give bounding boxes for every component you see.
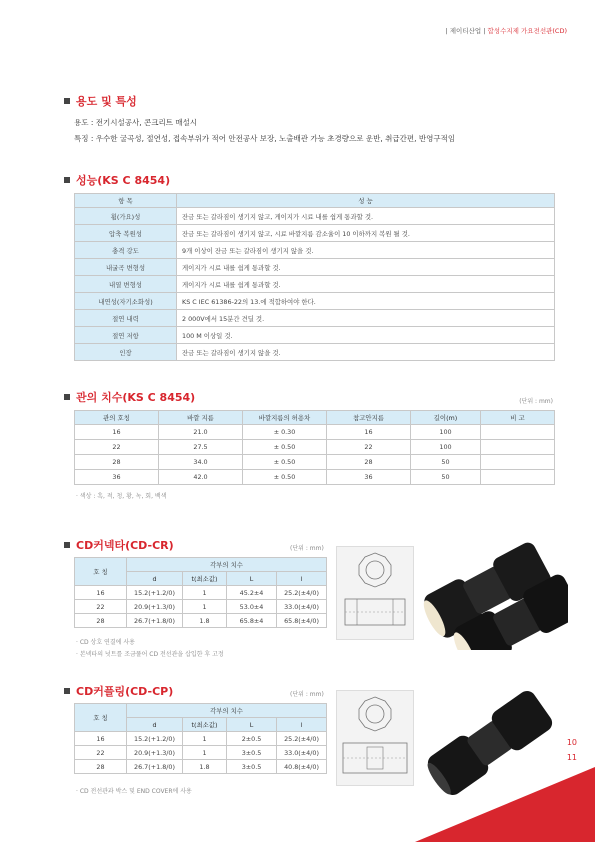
table-row	[75, 425, 555, 440]
feature-text: 특징 : 우수한 굴곡성, 절연성, 접속부위가 적어 안전공사 보장, 노출배관 가능 초경량으로 운반, 취급간편, 반영구적임	[74, 134, 456, 143]
row-value: 게이지가 시료 내를 쉽게 통과할 것.	[177, 276, 555, 293]
column-header: t(최소값)	[183, 572, 227, 586]
dimensions-table	[74, 410, 555, 485]
performance-table	[74, 193, 555, 361]
table-cell: 53.0±4	[227, 600, 277, 614]
table-cell: 20.9(+1.3/0)	[127, 600, 183, 614]
table-cell: 65.8(±4/0)	[277, 614, 327, 628]
unit-label: (단위 : mm)	[290, 545, 324, 552]
table-cell: 36	[327, 470, 411, 485]
table-row	[75, 225, 555, 242]
page-header	[446, 26, 567, 35]
table-cell: 15.2(+1.2/0)	[127, 586, 183, 600]
table-cell: 1	[183, 732, 227, 746]
connector-note-2: · 본넥타의 넛트를 조금풀어 CD 전선관을 삽입한 후 고정	[76, 651, 224, 658]
table-cell: 40.8(±4/0)	[277, 760, 327, 774]
row-label: 내굴곡 변형성	[75, 259, 177, 276]
column-header: L	[227, 718, 277, 732]
coupling-heading	[64, 683, 173, 699]
table-cell: 22	[75, 746, 127, 760]
table-cell: 1.8	[183, 614, 227, 628]
column-header: 비 고	[481, 411, 555, 425]
column-header: 호 칭	[75, 704, 127, 732]
coupling-drawing	[336, 690, 414, 786]
table-cell: ± 0.30	[243, 425, 327, 440]
table-cell	[481, 425, 555, 440]
bullet-square-icon	[64, 177, 70, 183]
connector-note-1: · CD 상호 연결에 사용	[76, 639, 135, 646]
table-cell: 16	[75, 586, 127, 600]
dimensions-heading	[64, 389, 195, 405]
table-cell: 50	[411, 455, 481, 470]
connector-photo	[418, 538, 568, 650]
row-value: 잔금 또는 갈라짐이 생기지 않고, 시료 바깥지름 감소율이 10 이하까지 복원 될 것.	[177, 225, 555, 242]
column-header: 바깥지름의 허용차	[243, 411, 327, 425]
connector-drawing	[336, 546, 414, 640]
table-cell: 27.5	[159, 440, 243, 455]
table-cell: 36	[75, 470, 159, 485]
column-header: 길이(m)	[411, 411, 481, 425]
table-cell: 42.0	[159, 470, 243, 485]
table-row	[75, 746, 327, 760]
table-row	[75, 310, 555, 327]
table-row	[75, 327, 555, 344]
table-cell: 21.0	[159, 425, 243, 440]
table-cell: 16	[75, 732, 127, 746]
table-row	[75, 614, 327, 628]
coupling-note-1: · CD 전선관과 박스 및 END COVER에 사용	[76, 788, 192, 795]
unit-label: (단위 : mm)	[290, 691, 324, 698]
row-label: 충격 강도	[75, 242, 177, 259]
table-cell: 28	[327, 455, 411, 470]
column-header: l	[277, 718, 327, 732]
row-value: 잔금 또는 갈라짐이 생기지 않고, 게이지가 시료 내를 쉽게 통과할 것.	[177, 208, 555, 225]
table-cell: 1	[183, 746, 227, 760]
table-cell: 65.8±4	[227, 614, 277, 628]
table-cell: 20.9(+1.3/0)	[127, 746, 183, 760]
table-cell: 25.2(±4/0)	[277, 586, 327, 600]
table-row	[75, 293, 555, 310]
row-value: 잔금 또는 갈라짐이 생기지 않을 것.	[177, 344, 555, 361]
table-cell: 100	[411, 425, 481, 440]
row-value: 2 000V에서 15분간 견딜 것.	[177, 310, 555, 327]
column-header: L	[227, 572, 277, 586]
table-cell	[481, 470, 555, 485]
table-cell: 1	[183, 600, 227, 614]
table-cell: 45.2±4	[227, 586, 277, 600]
row-label: 절연 내력	[75, 310, 177, 327]
column-header: 참고안지름	[327, 411, 411, 425]
row-label: 절연 저항	[75, 327, 177, 344]
table-cell: 2±0.5	[227, 732, 277, 746]
table-cell: 26.7(+1.8/0)	[127, 760, 183, 774]
performance-heading-text: 성능(KS C 8454)	[76, 174, 171, 187]
company-name: | 제이티산업 |	[445, 27, 486, 35]
table-cell: 1.8	[183, 760, 227, 774]
column-header: 항 목	[75, 194, 177, 208]
connector-table	[74, 557, 327, 628]
table-row	[75, 276, 555, 293]
column-header: 바깥 지름	[159, 411, 243, 425]
column-group-header: 각부의 치수	[127, 704, 327, 718]
row-label: 내연성(자기소화성)	[75, 293, 177, 310]
table-row	[75, 344, 555, 361]
row-value: KS C IEC 61386-22의 13.에 적합하여야 한다.	[177, 293, 555, 310]
table-cell: 16	[327, 425, 411, 440]
row-value: 9개 이상이 잔금 또는 갈라짐이 생기지 않을 것.	[177, 242, 555, 259]
table-cell: 26.7(+1.8/0)	[127, 614, 183, 628]
column-header: 관의 호칭	[75, 411, 159, 425]
table-cell: ± 0.50	[243, 440, 327, 455]
unit-label: (단위 : mm)	[519, 398, 553, 405]
table-cell: 100	[411, 440, 481, 455]
column-header: t(최소값)	[183, 718, 227, 732]
color-note: · 색상 : 흑, 적, 청, 황, 녹, 회, 백색	[76, 493, 167, 500]
table-row	[75, 586, 327, 600]
table-cell: ± 0.50	[243, 455, 327, 470]
row-value: 게이지가 시료 내를 쉽게 통과할 것.	[177, 259, 555, 276]
row-label: 인장	[75, 344, 177, 361]
performance-heading	[64, 172, 170, 188]
table-row	[75, 760, 327, 774]
table-cell: 16	[75, 425, 159, 440]
table-cell: 28	[75, 760, 127, 774]
table-cell	[481, 455, 555, 470]
row-value: 100 M 이상일 것.	[177, 327, 555, 344]
column-header: 성 능	[177, 194, 555, 208]
product-name: 합성수지제 가요전선관(CD)	[487, 27, 567, 35]
table-cell: 25.2(±4/0)	[277, 732, 327, 746]
page-number-right: 11	[566, 753, 577, 762]
corner-decoration	[415, 767, 595, 842]
table-cell: 15.2(+1.2/0)	[127, 732, 183, 746]
column-header: d	[127, 718, 183, 732]
bullet-square-icon	[64, 98, 70, 104]
dimensions-heading-text: 관의 치수(KS C 8454)	[76, 391, 196, 404]
column-header: 호 칭	[75, 558, 127, 586]
coupling-heading-text: CD커플링(CD-CP)	[76, 685, 174, 698]
table-row	[75, 242, 555, 259]
column-header: l	[277, 572, 327, 586]
bullet-square-icon	[64, 394, 70, 400]
table-cell: 1	[183, 586, 227, 600]
column-group-header: 각부의 치수	[127, 558, 327, 572]
bullet-square-icon	[64, 542, 70, 548]
row-label: 압축 복원성	[75, 225, 177, 242]
table-cell	[481, 440, 555, 455]
table-cell: 22	[327, 440, 411, 455]
usage-heading-text: 용도 및 특성	[76, 95, 137, 108]
connector-heading	[64, 537, 174, 553]
connector-heading-text: CD커넥타(CD-CR)	[76, 539, 174, 552]
table-cell: 50	[411, 470, 481, 485]
page-number-left: 10	[566, 738, 577, 747]
row-label: 휨(가요)성	[75, 208, 177, 225]
table-cell: 33.0(±4/0)	[277, 746, 327, 760]
coupling-table	[74, 703, 327, 774]
table-cell: 3±0.5	[227, 746, 277, 760]
table-cell: 28	[75, 455, 159, 470]
table-row	[75, 455, 555, 470]
table-row	[75, 600, 327, 614]
table-row	[75, 440, 555, 455]
table-cell: 34.0	[159, 455, 243, 470]
table-cell: 22	[75, 600, 127, 614]
bullet-square-icon	[64, 688, 70, 694]
table-cell: 3±0.5	[227, 760, 277, 774]
usage-text: 용도 : 전기시설공사, 콘크리트 매설시	[74, 118, 198, 127]
table-row	[75, 732, 327, 746]
table-cell: 28	[75, 614, 127, 628]
table-cell: 22	[75, 440, 159, 455]
usage-heading	[64, 93, 137, 109]
column-header: d	[127, 572, 183, 586]
table-cell: ± 0.50	[243, 470, 327, 485]
table-cell: 33.0(±4/0)	[277, 600, 327, 614]
table-row	[75, 470, 555, 485]
row-label: 내열 변형성	[75, 276, 177, 293]
table-row	[75, 208, 555, 225]
table-row	[75, 259, 555, 276]
